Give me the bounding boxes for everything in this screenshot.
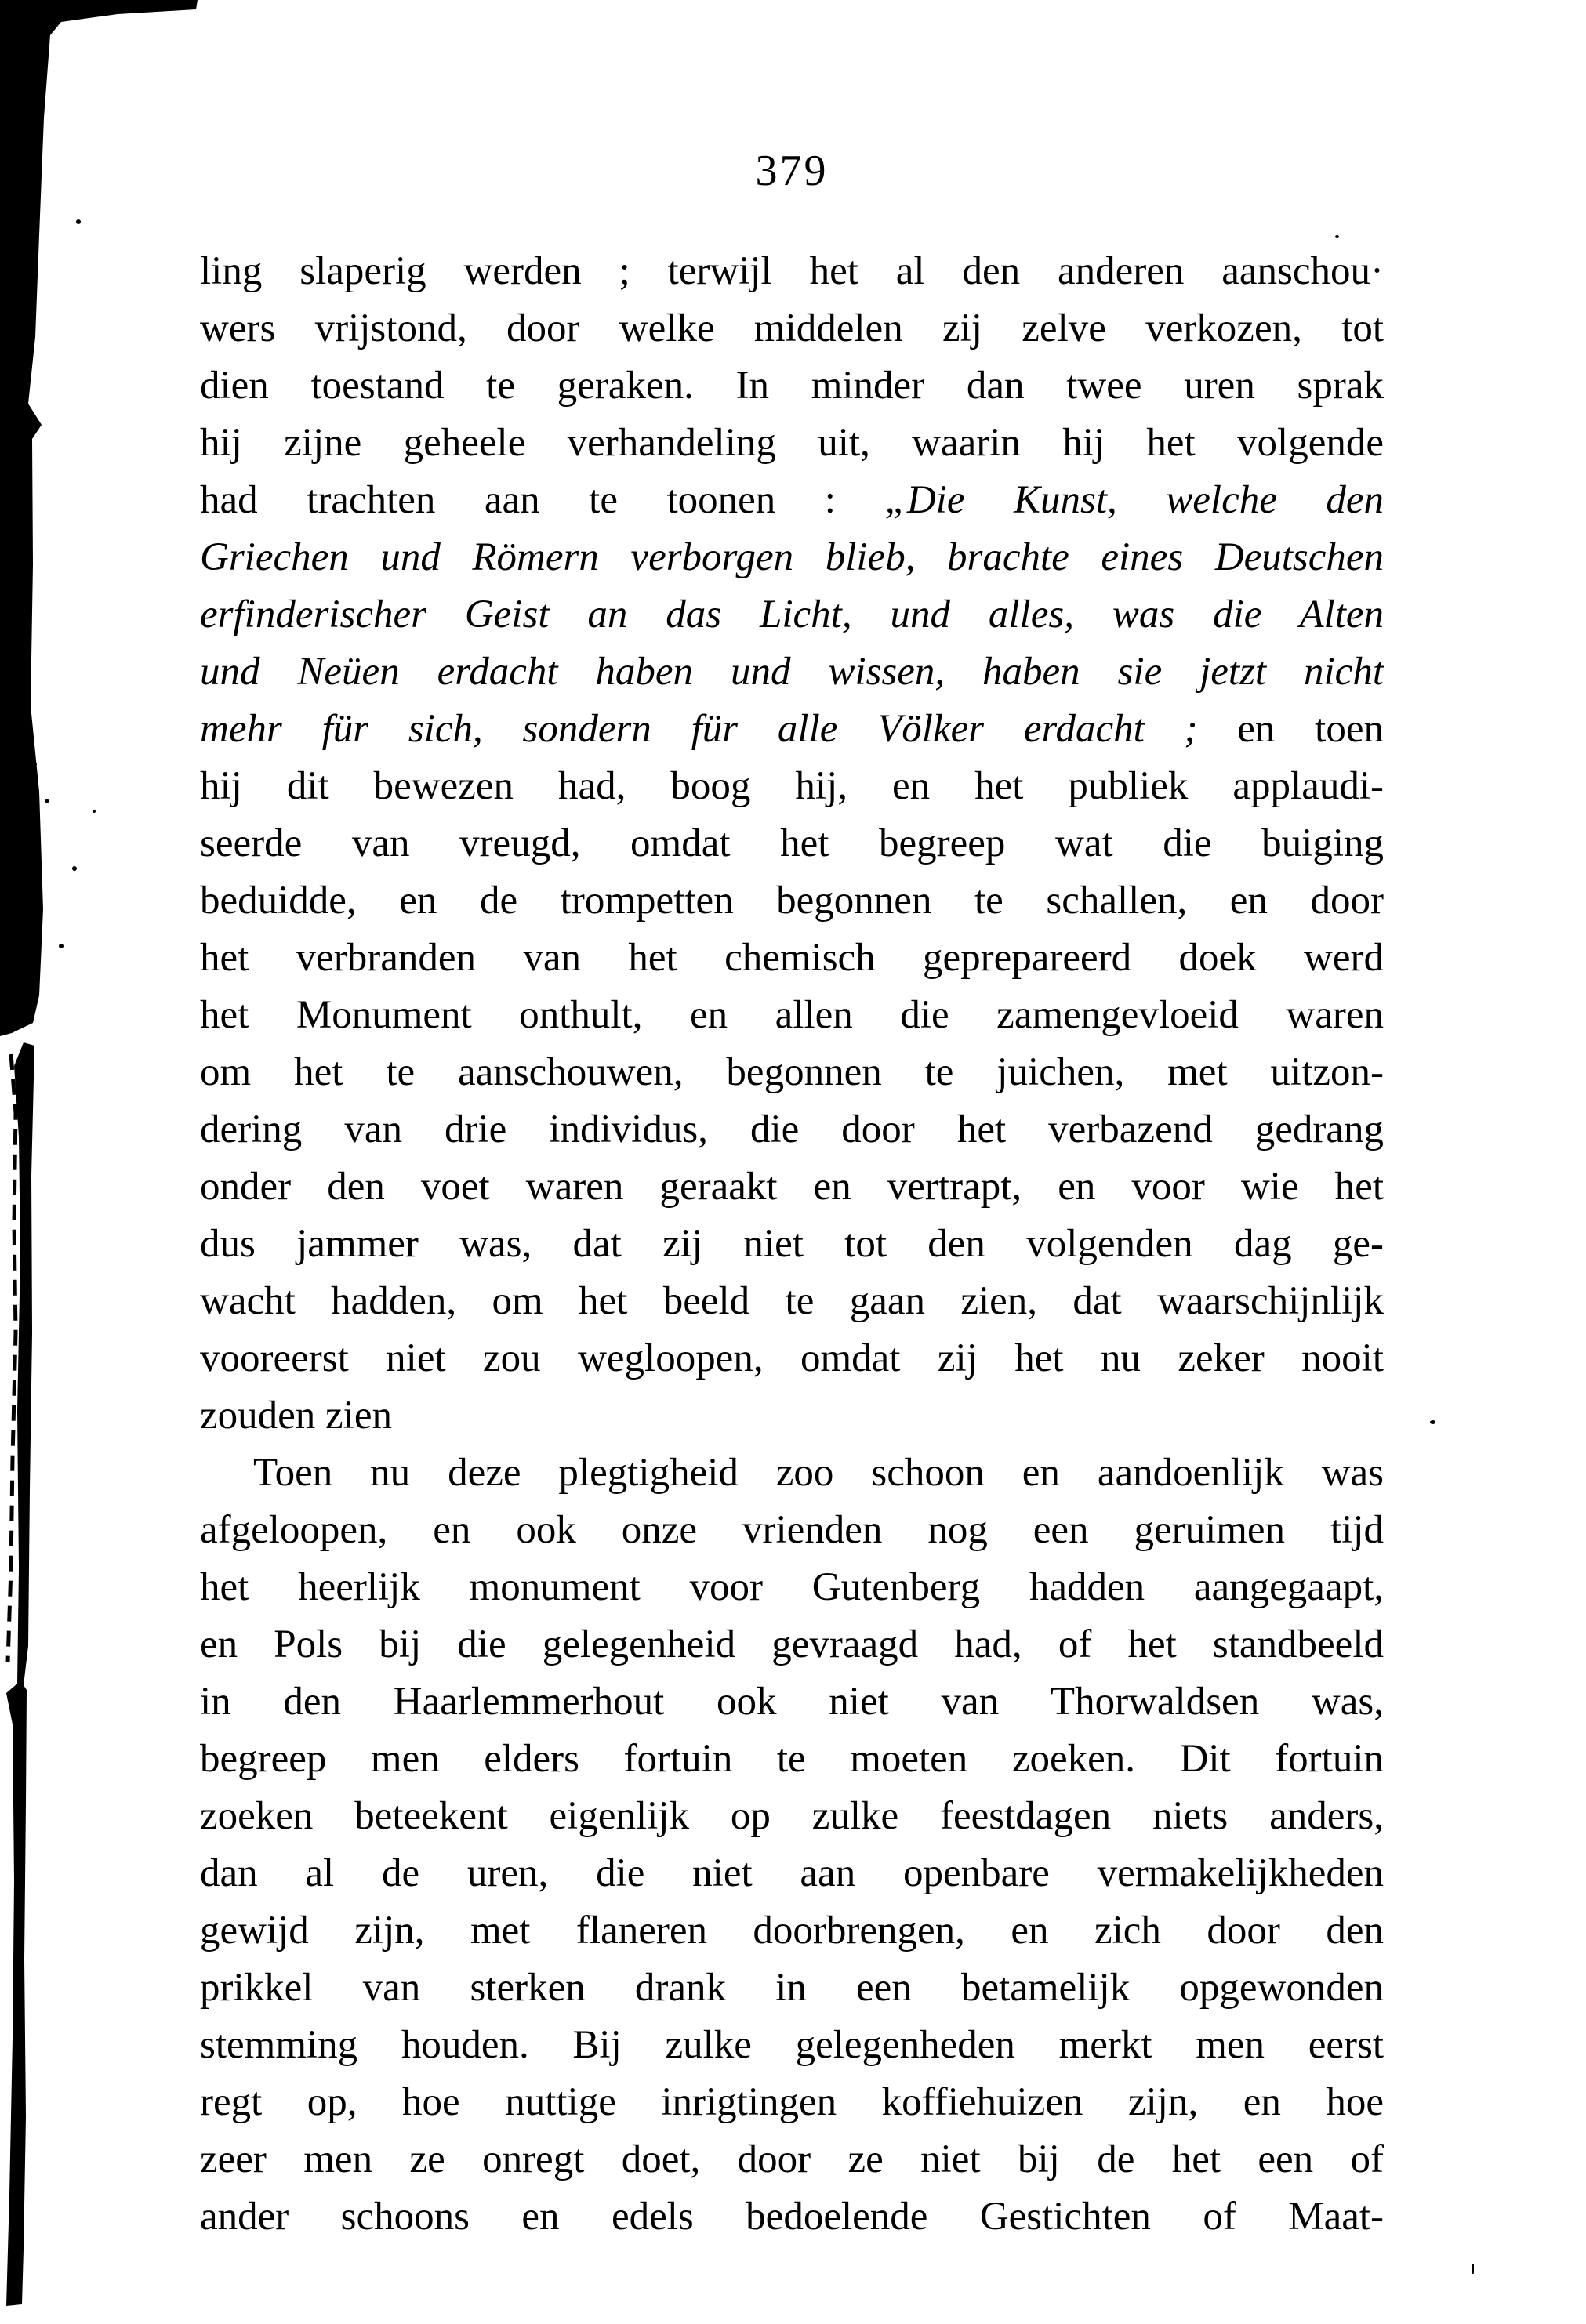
text-segment: ling slaperig werden ; terwijl het al den anderen aanschou· [200, 249, 1384, 293]
text-line [200, 529, 1384, 586]
text-segment: het verbranden van het chemisch geprepareerd doek werd [200, 936, 1384, 980]
scan-binding-artifact [0, 0, 204, 2324]
text-segment: afgeloopen, en ook onze vrienden nog een geruimen tijd [200, 1508, 1384, 1552]
text-segment: dering van drie individus, die door het verbazend gedrang [200, 1108, 1384, 1151]
text-line [200, 1044, 1384, 1101]
text-line [200, 1330, 1384, 1387]
text-line [200, 1902, 1384, 1960]
text-segment: begreep men elders fortuin te moeten zoeken. Dit fortuin [200, 1737, 1384, 1781]
text-line [200, 2188, 1384, 2246]
text-line [200, 1502, 1384, 1559]
german-quote-segment: erfinderischer Geist an das Licht, und alles, was die Alten [200, 593, 1384, 636]
text-segment: wers vrijstond, door welke middelen zij zelve verkozen, tot [200, 306, 1384, 350]
german-quote-segment: mehr für sich, sondern für alle Völker erdacht ; [200, 707, 1198, 751]
text-line [200, 815, 1384, 872]
text-line [200, 1673, 1384, 1731]
text-line [200, 2017, 1384, 2074]
german-quote-segment: „Die Kunst, welche den [884, 478, 1384, 522]
text-line [200, 1273, 1384, 1330]
text-line [200, 1445, 1384, 1502]
ink-speck [1472, 2264, 1474, 2274]
text-line [200, 1845, 1384, 1902]
text-line [200, 1731, 1384, 1788]
text-line [200, 300, 1384, 357]
text-segment: hij dit bewezen had, boog hij, en het publiek applaudi- [200, 764, 1384, 808]
text-line [200, 1616, 1384, 1673]
text-line [200, 2074, 1384, 2131]
text-line [200, 930, 1384, 987]
text-segment: en toen [1197, 707, 1384, 751]
page-number: 379 [755, 147, 829, 195]
body-text-block [200, 243, 1384, 2246]
text-line [200, 1559, 1384, 1616]
text-segment: dus jammer was, dat zij niet tot den volgenden dag ge- [200, 1222, 1384, 1266]
text-line [200, 872, 1384, 930]
text-line [200, 1101, 1384, 1158]
text-line [200, 758, 1384, 815]
text-segment: zoeken beteekent eigenlijk op zulke feestdagen niets anders, [200, 1794, 1384, 1838]
text-line [200, 2131, 1384, 2188]
text-segment: onder den voet waren geraakt en vertrapt, en voor wie het [200, 1165, 1384, 1209]
text-segment: regt op, hoe nuttige inrigtingen koffiehuizen zijn, en hoe [200, 2080, 1384, 2124]
text-segment: dan al de uren, die niet aan openbare vermakelijkheden [200, 1851, 1384, 1895]
text-segment: gewijd zijn, met flaneren doorbrengen, en zich door den [200, 1909, 1384, 1952]
text-line [200, 415, 1384, 472]
text-line [200, 1788, 1384, 1845]
german-quote-segment: und Neüen erdacht haben und wissen, haben sie jetzt nicht [200, 650, 1384, 694]
text-line [200, 701, 1384, 758]
text-line [200, 586, 1384, 644]
text-segment: beduidde, en de trompetten begonnen te schallen, en door [200, 879, 1384, 923]
text-segment: prikkel van sterken drank in een betamelijk opgewonden [200, 1966, 1384, 2010]
text-segment: en Pols bij die gelegenheid gevraagd had, of het standbeeld [200, 1622, 1384, 1666]
text-segment: zeer men ze onregt doet, door ze niet bij de het een of [200, 2137, 1384, 2181]
text-segment: het heerlijk monument voor Gutenberg hadden aangegaapt, [200, 1565, 1384, 1609]
text-segment: seerde van vreugd, omdat het begreep wat die buiging [200, 821, 1384, 865]
text-segment: wacht hadden, om het beeld te gaan zien, dat waarschijnlijk [200, 1279, 1384, 1323]
text-segment: in den Haarlemmerhout ook niet van Thorwaldsen was, [200, 1680, 1384, 1724]
text-line [200, 1216, 1384, 1273]
german-quote-segment: Griechen und Römern verborgen blieb, brachte eines Deutschen [200, 535, 1384, 579]
ink-speck [1335, 235, 1339, 238]
text-segment: ander schoons en edels bedoelende Gestichten of Maat- [200, 2195, 1384, 2239]
text-segment: had trachten aan te toonen : [200, 478, 885, 522]
text-segment: hij zijne geheele verhandeling uit, waarin hij het volgende [200, 421, 1384, 465]
text-line [200, 1960, 1384, 2017]
text-segment: vooreerst niet zou wegloopen, omdat zij het nu zeker nooit [200, 1336, 1384, 1380]
text-segment: om het te aanschouwen, begonnen te juichen, met uitzon- [200, 1050, 1384, 1094]
text-segment: dien toestand te geraken. In minder dan twee uren sprak [200, 364, 1384, 408]
text-line [200, 243, 1384, 300]
text-line [200, 1158, 1384, 1216]
ink-speck [1430, 1420, 1435, 1424]
text-line [200, 472, 1384, 529]
text-segment: het Monument onthult, en allen die zamengevloeid waren [200, 993, 1384, 1037]
text-line [200, 987, 1384, 1044]
text-segment: stemming houden. Bij zulke gelegenheden merkt men eerst [200, 2023, 1384, 2067]
text-line [200, 644, 1384, 701]
text-line [200, 357, 1384, 415]
text-segment: zouden zien [200, 1394, 392, 1438]
text-segment: Toen nu deze plegtigheid zoo schoon en aandoenlijk was [253, 1451, 1384, 1495]
text-line [200, 1387, 1384, 1445]
